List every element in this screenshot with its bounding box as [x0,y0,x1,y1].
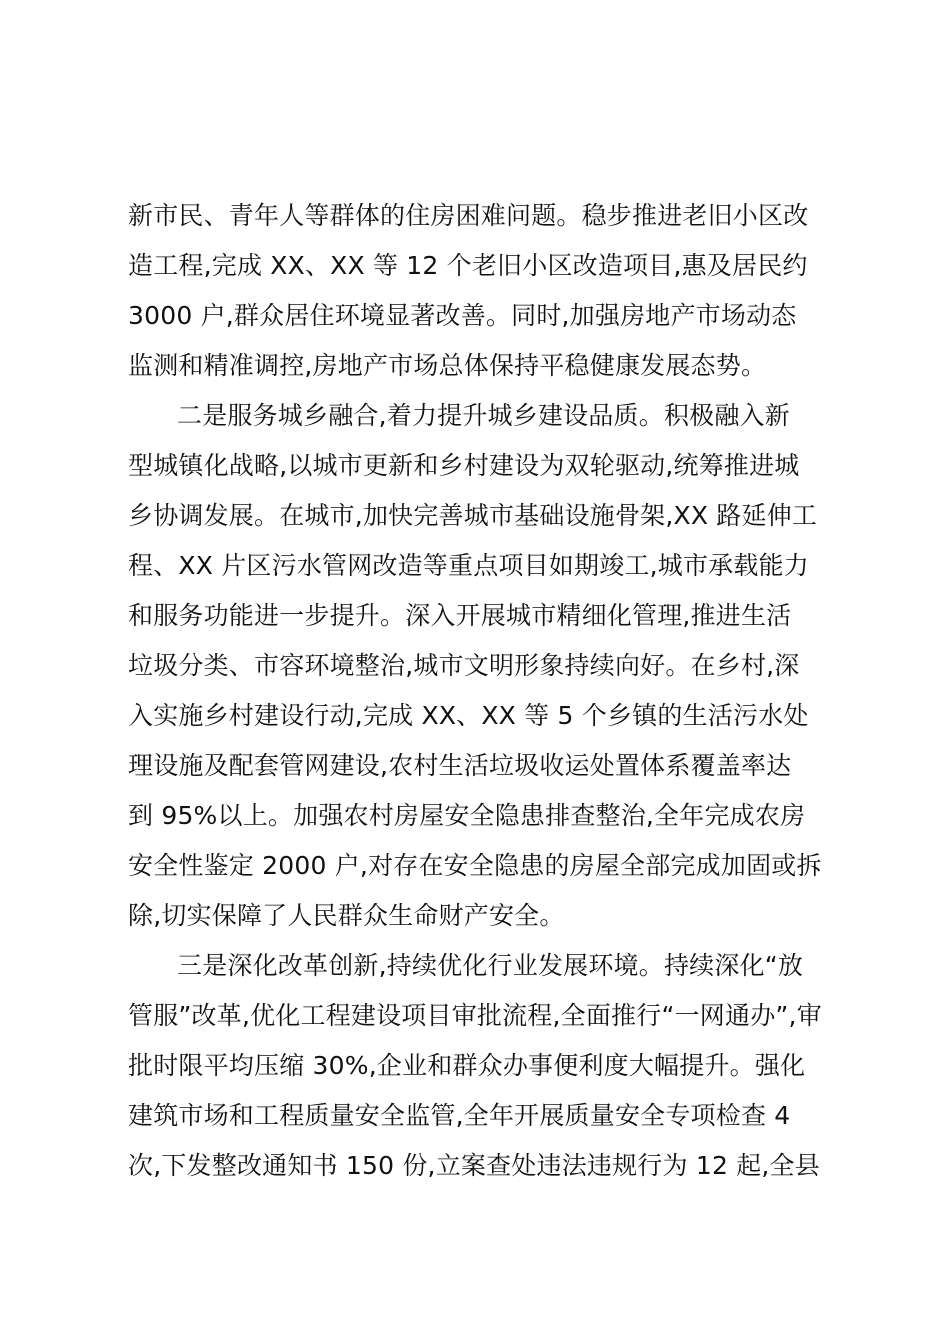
text-line: 除,切实保障了人民群众生命财产安全。 [128,901,565,930]
text-line: 和服务功能进一步提升。深入开展城市精细化管理,推进生活 [128,601,792,630]
text-line: 安全性鉴定 2000 户,对存在安全隐患的房屋全部完成加固或拆 [128,851,822,880]
text-line: 入实施乡村建设行动,完成 XX、XX 等 5 个乡镇的生活污水处 [128,701,809,730]
text-line: 乡协调发展。在城市,加快完善城市基础设施骨架,XX 路延伸工 [128,501,818,530]
text-line: 3000 户,群众居住环境显著改善。同时,加强房地产市场动态 [128,301,797,330]
text-line: 建筑市场和工程质量安全监管,全年开展质量安全专项检查 4 [128,1101,791,1130]
text-line: 批时限平均压缩 30%,企业和群众办事便利度大幅提升。强化 [128,1051,806,1080]
text-line: 型城镇化战略,以城市更新和乡村建设为双轮驱动,统筹推进城 [128,451,800,480]
paragraph-start-line: 二是服务城乡融合,着力提升城乡建设品质。积极融入新 [177,401,790,430]
text-line: 垃圾分类、市容环境整治,城市文明形象持续向好。在乡村,深 [128,651,800,680]
text-line: 程、XX 片区污水管网改造等重点项目如期竣工,城市承载能力 [128,551,809,580]
text-line: 次,下发整改通知书 150 份,立案查处违法违规行为 12 起,全县 [128,1151,820,1180]
text-line: 到 95%以上。加强农村房屋安全隐患排查整治,全年完成农房 [128,801,806,830]
paragraph-start-line: 三是深化改革创新,持续优化行业发展环境。持续深化“放 [177,951,804,980]
text-line: 监测和精准调控,房地产市场总体保持平稳健康发展态势。 [128,351,767,380]
text-line: 管服”改革,优化工程建设项目审批流程,全面推行“一网通办”,审 [128,1001,822,1030]
text-line: 造工程,完成 XX、XX 等 12 个老旧小区改造项目,惠及居民约 [128,251,808,280]
text-line: 新市民、青年人等群体的住房困难问题。稳步推进老旧小区改 [128,201,809,230]
text-line: 理设施及配套管网建设,农村生活垃圾收运处置体系覆盖率达 [128,751,792,780]
